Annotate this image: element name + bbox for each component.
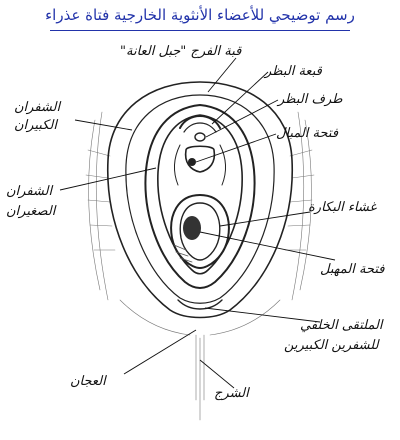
- label-mons-pubis: قبة الفرج "جبل العانة": [120, 44, 242, 59]
- label-labia-majora-line1: الشفران: [14, 100, 61, 115]
- leader-mons-pubis: [208, 58, 236, 92]
- leader-labia-majora: [75, 120, 132, 130]
- diagram-title: رسم توضيحي للأعضاء الأنثوية الخارجية فتاة عذراء: [45, 6, 355, 24]
- labia-majora-outline: [108, 82, 292, 318]
- label-vaginal-opening: فتحة المهبل: [320, 262, 385, 277]
- skin-hatching: [86, 112, 314, 420]
- labia-majora-inner: [126, 95, 274, 303]
- leader-perineum: [124, 330, 196, 374]
- label-posterior-commissure-line1: الملتقى الخلفي: [300, 318, 383, 333]
- vaginal-opening: [183, 216, 201, 240]
- leader-hymen: [220, 212, 310, 226]
- label-perineum: العجان: [70, 374, 106, 389]
- clitoris: [195, 133, 205, 141]
- label-urethral-opening: فتحة المبال: [276, 126, 339, 141]
- label-clitoral-hood: قبعة البظر: [265, 64, 322, 79]
- leader-anus: [200, 360, 234, 388]
- label-posterior-commissure-line2: للشفرين الكبيرين: [284, 338, 379, 353]
- label-labia-minora-line1: الشفران: [6, 184, 53, 199]
- urethral-opening: [188, 158, 196, 166]
- label-clitoris-tip: طرف البظر: [278, 92, 343, 107]
- posterior-commissure: [178, 300, 222, 309]
- leader-urethral-opening: [196, 134, 276, 162]
- label-labia-majora-line2: الكبيران: [14, 118, 57, 133]
- label-labia-minora-line2: الصغيران: [6, 204, 56, 219]
- label-anus: الشرج: [214, 386, 249, 401]
- label-hymen: غشاء البكارة: [308, 200, 377, 215]
